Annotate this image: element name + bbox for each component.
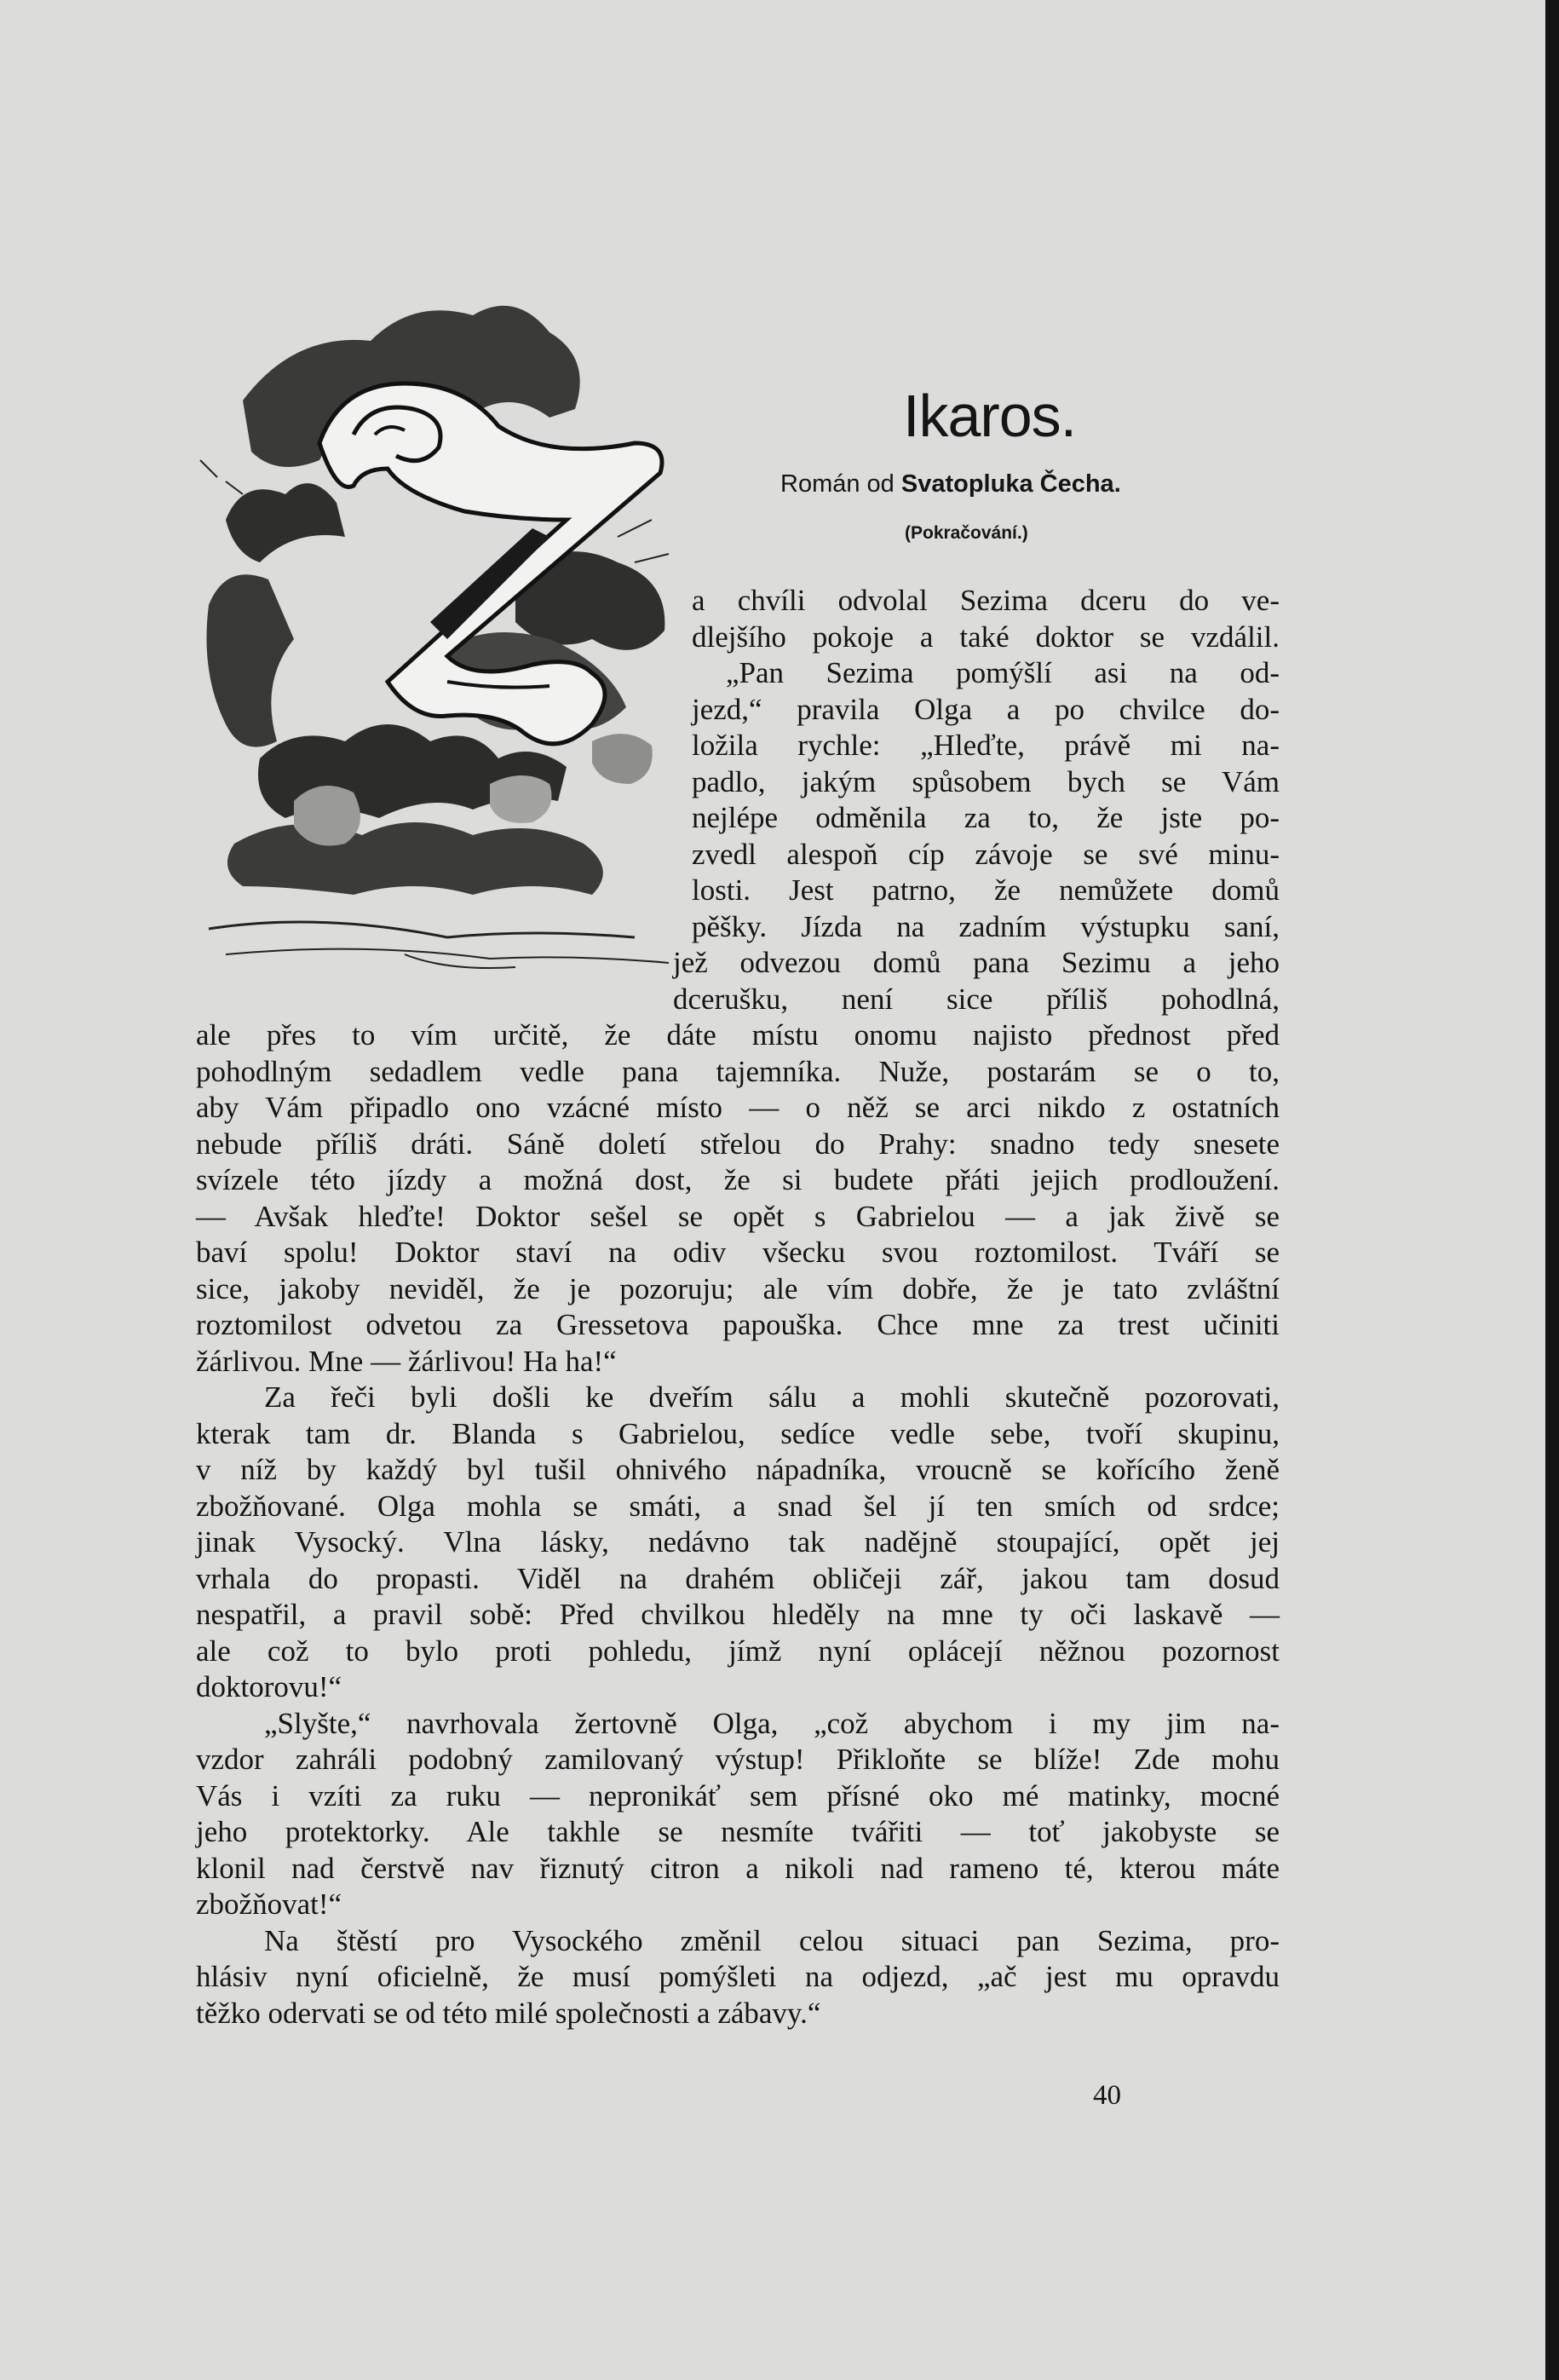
paragraph-line: jezd,“ pravila Olga a po chvilce do- (692, 692, 1280, 726)
paragraph-line: Vás i vzíti za ruku — nepronikáť sem přísné oko mé matinky, mocné (196, 1778, 1280, 1812)
paragraph-line: „Slyšte,“ navrhovala žertovně Olga, „což abychom i my jim na- (264, 1706, 1280, 1740)
paragraph-line: sice, jakoby neviděl, že je pozoruju; ale vím dobře, že je tato zvláštní (196, 1271, 1280, 1305)
paragraph-line: jinak Vysocký. Vlna lásky, nedávno tak nadějně stoupající, opět jej (196, 1525, 1280, 1559)
page-edge (1545, 0, 1559, 2380)
paragraph-line: zvedl alespoň cíp závoje se své minu- (692, 837, 1280, 871)
paragraph-line: jeho protektorky. Ale takhle se nesmíte tvářiti — toť jakobyste se (196, 1815, 1280, 1848)
paragraph-line: „Pan Sezima pomýšlí asi na od- (726, 656, 1280, 689)
paragraph-line: těžko odervati se od této milé společnosti a zábavy.“ (196, 1996, 821, 2030)
paragraph-line: pěšky. Jízda na zadním výstupku saní, (692, 909, 1280, 943)
paragraph-line: kterak tam dr. Blanda s Gabrielou, sedíce vedle sebe, tvoří skupinu, (196, 1416, 1280, 1450)
paragraph-line: nejlépe odměnila za to, že jste po- (692, 801, 1280, 834)
paragraph-line: losti. Jest patrno, že nemůžete domů (692, 873, 1280, 907)
paragraph-line: aby Vám připadlo ono vzácné místo — o něž se arci nikdo z ostatních (196, 1091, 1280, 1124)
paragraph-line: jež odvezou domů pana Sezimu a jeho (673, 946, 1280, 979)
article-byline (780, 470, 1121, 498)
paragraph-line: Za řeči byli došli ke dveřím sálu a mohli skutečně pozorovati, (264, 1380, 1280, 1414)
paragraph-line: doktorovu!“ (196, 1670, 342, 1703)
paragraph-line: hlásiv nyní oficielně, že musí pomýšleti na odjezd, „ač jest mu opravdu (196, 1960, 1280, 1993)
paragraph-line: žárlivou. Mne — žárlivou! Ha ha!“ (196, 1344, 617, 1378)
page-number: 40 (1093, 2080, 1121, 2111)
paragraph-line: vzdor zahráli podobný zamilovaný výstup! Přikloňte se blíže! Zde mohu (196, 1743, 1280, 1776)
paragraph-line: ložila rychle: „Hleďte, právě mi na- (692, 729, 1280, 762)
paragraph-line: ale přes to vím určitě, že dáte místu onomu najisto přednost před (196, 1018, 1280, 1052)
paragraph-line: vrhala do propasti. Viděl na drahém obličeji zář, jakou tam dosud (196, 1561, 1280, 1595)
paragraph-line: dlejšího pokoje a také doktor se vzdálil. (692, 619, 1280, 654)
paragraph-line: v níž by každý byl tušil ohnivého nápadníka, vroucně se kořícího ženě (196, 1453, 1280, 1486)
paragraph-line: ale což to bylo proti pohledu, jímž nyní oplácejí něžnou pozornost (196, 1634, 1280, 1668)
article-title: Ikaros. (903, 383, 1077, 449)
continuation-note: (Pokračování.) (905, 523, 1028, 543)
paragraph-line: roztomilost odvetou za Gressetova papouška. Chce mne za trest učiniti (196, 1308, 1280, 1341)
paragraph-line: Na štěstí pro Vysockého změnil celou situaci pan Sezima, pro- (264, 1923, 1280, 1957)
paragraph-line: zbožňovat!“ (196, 1887, 342, 1921)
paragraph-line: nespatřil, a pravil sobě: Před chvilkou hleděly na mne ty oči laskavě — (196, 1598, 1280, 1631)
article-body (196, 583, 1280, 2031)
paragraph-line: padlo, jakým spůsobem bych se Vám (692, 764, 1280, 798)
paragraph-line: zbožňované. Olga mohla se smáti, a snad šel jí ten smích od srdce; (196, 1489, 1280, 1523)
paragraph-line: pohodlným sedadlem vedle pana tajemníka. Nuže, postarám se o to, (196, 1054, 1280, 1088)
paragraph-line: nebude příliš dráti. Sáně doletí střelou do Prahy: snadno tedy snesete (196, 1127, 1280, 1161)
paragraph-line: a chvíli odvolal Sezima dceru do ve- (692, 584, 1280, 617)
paragraph-line: dcerušku, není sice příliš pohodlná, (673, 982, 1280, 1016)
paragraph-line: baví spolu! Doktor staví na odiv všecku svou roztomilost. Tváří se (196, 1236, 1280, 1269)
paragraph-line: svízele této jízdy a možná dost, že si budete přáti jejich prodloužení. (196, 1163, 1280, 1196)
paragraph-line: klonil nad čerstvě nav řiznutý citron a nikoli nad rameno té, kterou máte (196, 1851, 1280, 1885)
byline-prefix: Román od (780, 470, 895, 498)
paragraph-line: — Avšak hleďte! Doktor sešel se opět s Gabrielou — a jak živě se (196, 1199, 1280, 1233)
byline-author: Svatopluka Čecha. (900, 470, 1121, 498)
